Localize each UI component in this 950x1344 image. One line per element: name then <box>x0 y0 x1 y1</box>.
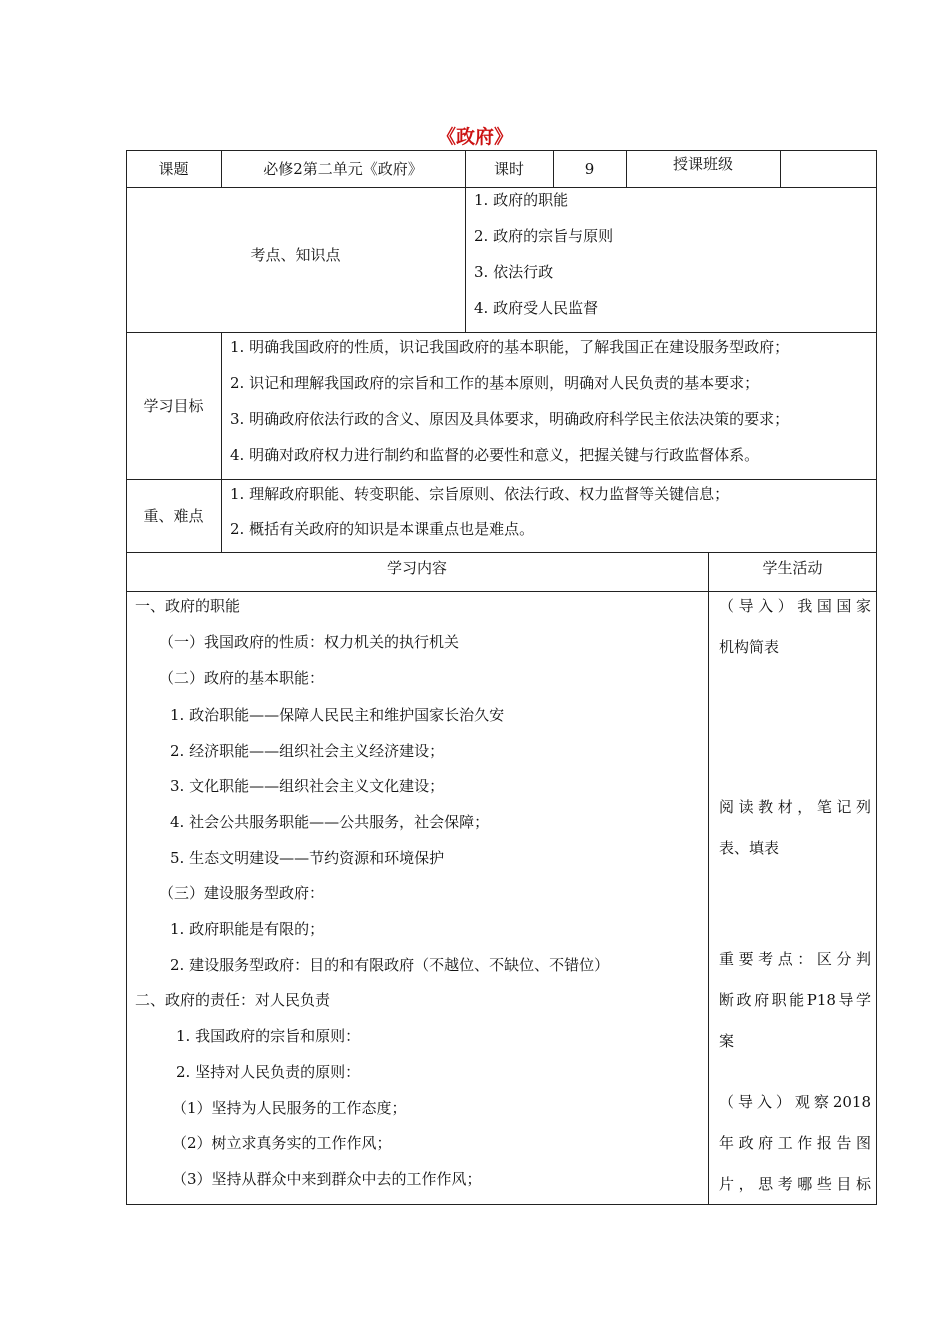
goal-item: 3. 明确政府依法行政的含义、原因及具体要求，明确政府科学民主依法决策的要求； <box>230 410 790 428</box>
content-header: 学习内容 <box>386 558 447 577</box>
page-title: 《政府》 <box>436 126 513 148</box>
goals-label: 学习目标 <box>143 397 204 415</box>
goal-item: 1. 明确我国政府的性质，识记我国政府的基本职能，了解我国正在建设服务型政府； <box>230 338 790 356</box>
content-line: （一）我国政府的性质：权力机关的执行机关 <box>159 633 460 651</box>
course-label: 课题 <box>158 160 189 178</box>
keypoint-item: 2. 概括有关政府的知识是本课重点也是难点。 <box>230 520 535 538</box>
content-line: （二）政府的基本职能： <box>159 669 325 687</box>
hours-value: 9 <box>584 159 595 178</box>
hours-label: 课时 <box>493 160 524 178</box>
activity-header: 学生活动 <box>762 558 823 577</box>
goal-item: 2. 识记和理解我国政府的宗旨和工作的基本原则，明确对人民负责的基本要求； <box>230 374 760 392</box>
content-line: 3. 文化职能——组织社会主义文化建设； <box>170 777 445 795</box>
activity-line: 年政府工作报告图 <box>719 1134 871 1152</box>
content-line: 5. 生态文明建设——节约资源和环境保护 <box>170 849 445 867</box>
content-line: （3）坚持从群众中来到群众中去的工作作风； <box>172 1170 482 1188</box>
class-label: 授课班级 <box>672 154 733 173</box>
class-value <box>780 150 877 187</box>
content-line: 2. 坚持对人民负责的原则： <box>176 1063 361 1081</box>
course-value: 必修2第二单元《政府》 <box>263 160 423 178</box>
activity-line: 阅读教材，笔记列 <box>719 798 871 816</box>
knowledge-item: 2. 政府的宗旨与原则 <box>474 227 614 245</box>
knowledge-item: 3. 依法行政 <box>474 263 554 281</box>
activity-line: 片，思考哪些目标 <box>719 1175 871 1193</box>
activity-line: 机构简表 <box>719 638 780 656</box>
content-line: 2. 建设服务型政府：目的和有限政府（不越位、不缺位、不错位） <box>170 956 610 974</box>
content-line: 二、政府的责任：对人民负责 <box>135 991 331 1009</box>
activity-line: （导入）观察2018 <box>719 1093 871 1111</box>
knowledge-label: 考点、知识点 <box>250 246 341 264</box>
content-line: 1. 政府职能是有限的； <box>170 920 325 938</box>
activity-line: 断政府职能P18导学 <box>719 991 871 1009</box>
content-line: （三）建设服务型政府： <box>159 884 325 902</box>
content-line: （1）坚持为人民服务的工作态度； <box>172 1099 407 1117</box>
activity-line: 重要考点：区分判 <box>719 950 871 968</box>
goal-item: 4. 明确对政府权力进行制约和监督的必要性和意义，把握关键与行政监督体系。 <box>230 446 760 464</box>
content-line: 4. 社会公共服务职能——公共服务，社会保障； <box>170 813 490 831</box>
knowledge-item: 4. 政府受人民监督 <box>474 299 599 317</box>
keypoints-label: 重、难点 <box>143 507 204 525</box>
content-line: 1. 政治职能——保障人民民主和维护国家长治久安 <box>170 706 505 724</box>
knowledge-item: 1. 政府的职能 <box>474 191 569 209</box>
content-line: 2. 经济职能——组织社会主义经济建设； <box>170 742 445 760</box>
activity-line: （导入）我国国家 <box>719 597 871 615</box>
activity-line: 表、填表 <box>719 839 780 857</box>
keypoint-item: 1. 理解政府职能、转变职能、宗旨原则、依法行政、权力监督等关键信息； <box>230 485 730 503</box>
content-line: 一、政府的职能 <box>135 597 241 615</box>
activity-line: 案 <box>719 1032 735 1050</box>
content-line: 1. 我国政府的宗旨和原则： <box>176 1027 361 1045</box>
content-line: （2）树立求真务实的工作作风； <box>172 1134 392 1152</box>
